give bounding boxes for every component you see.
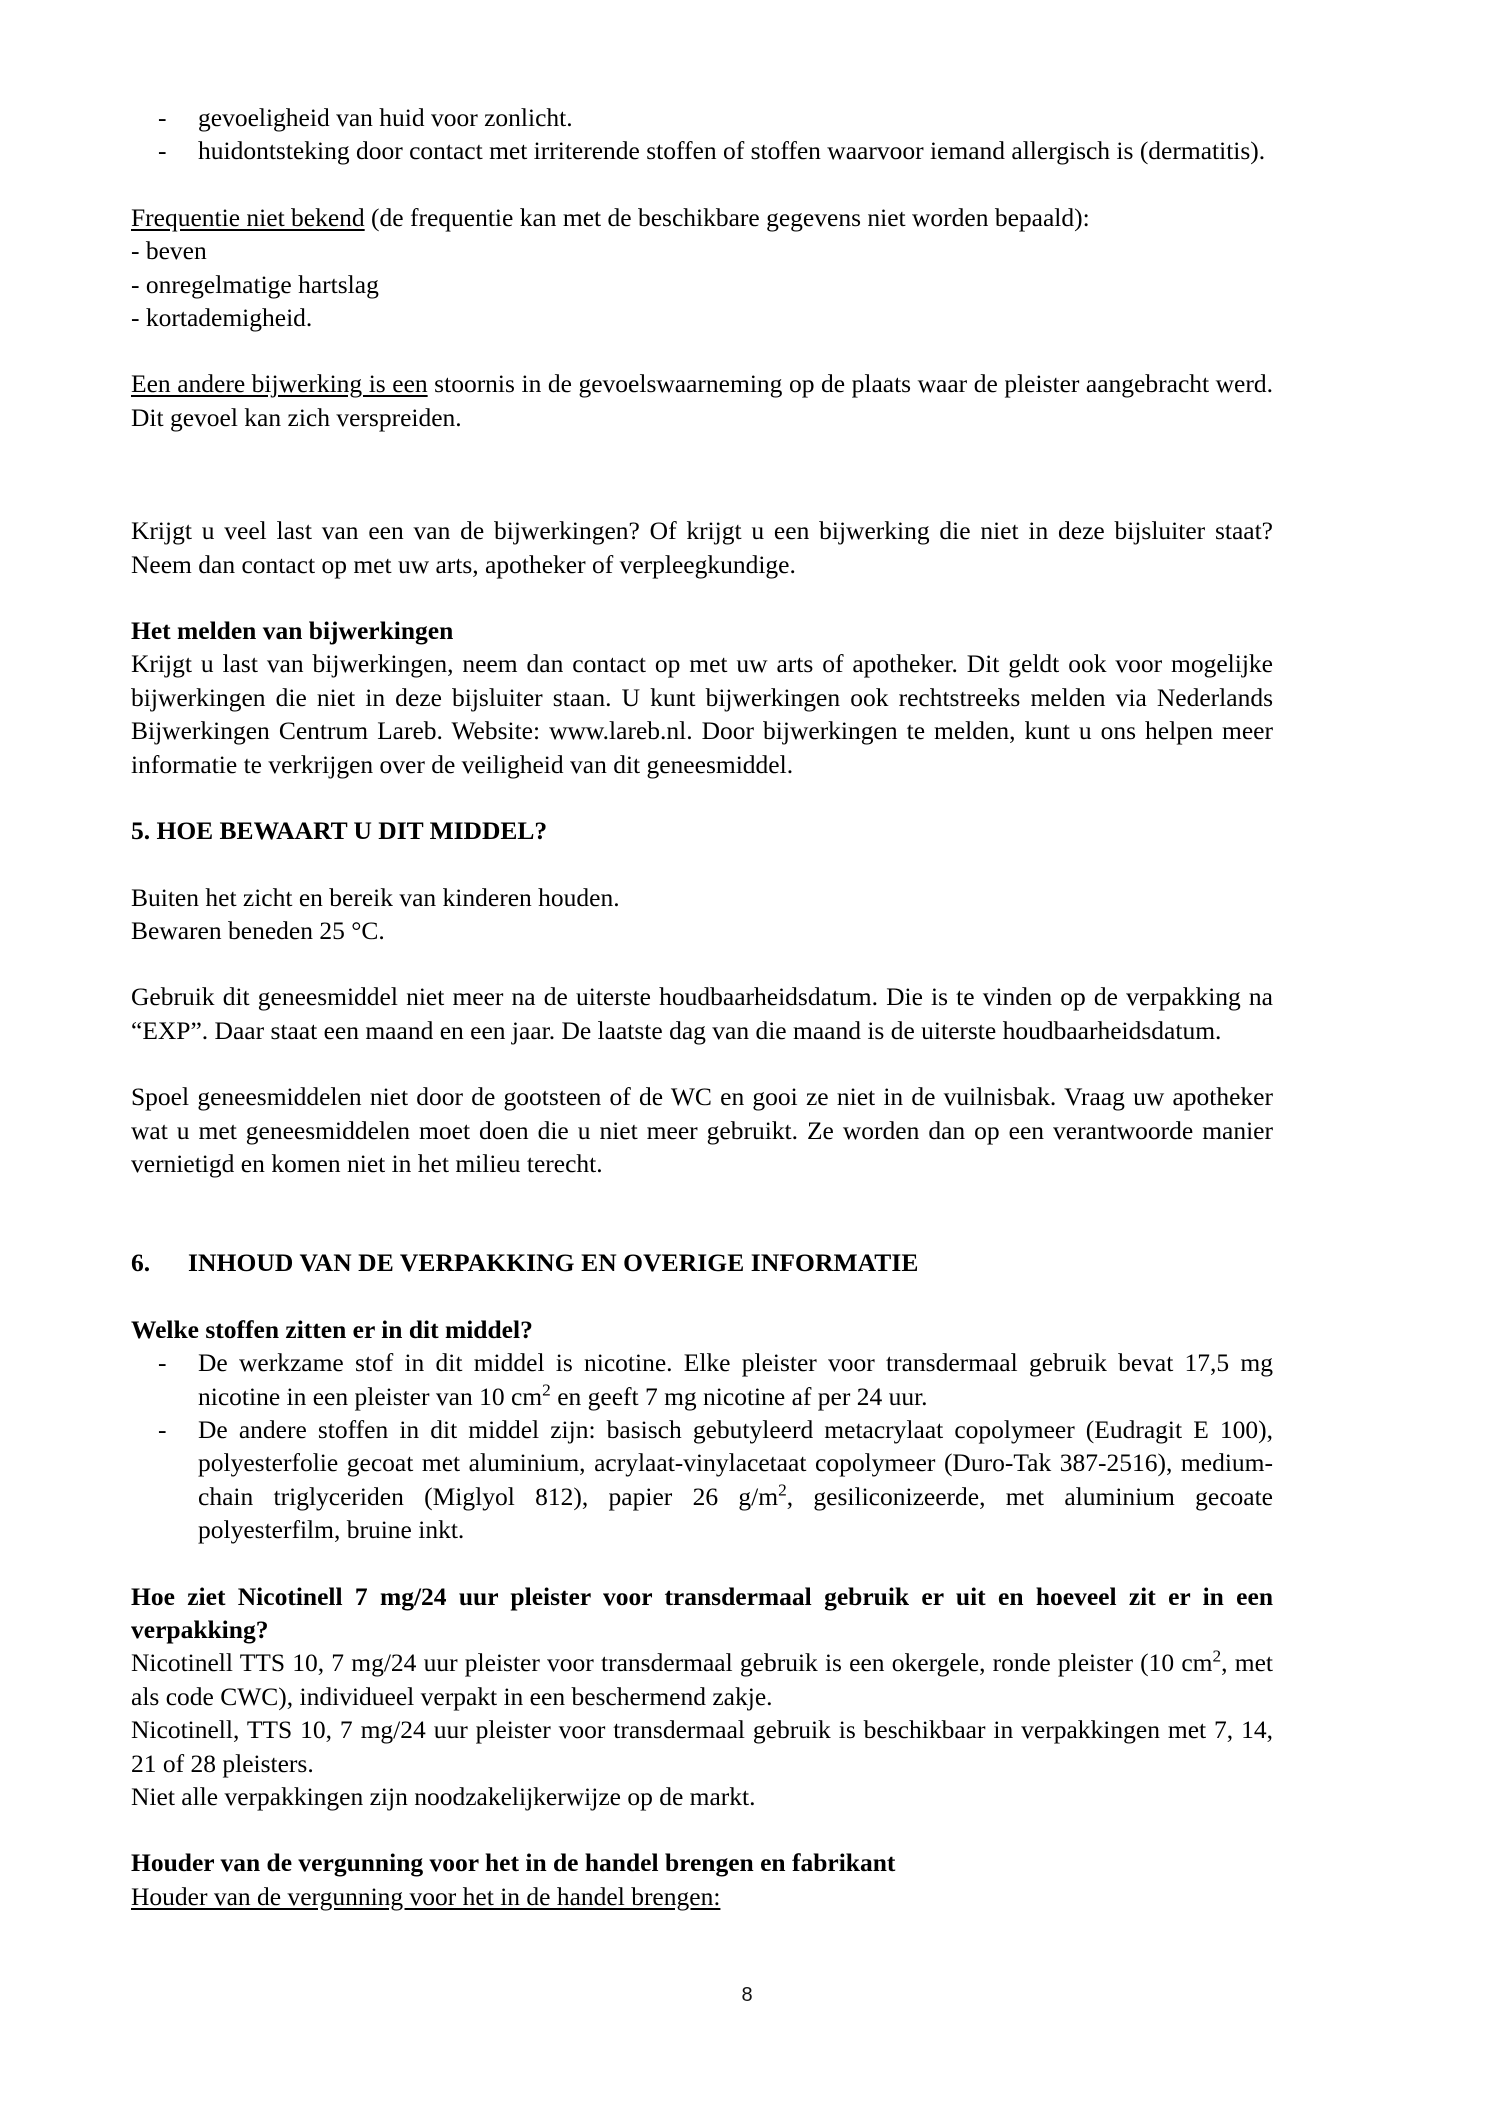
superscript-square: 2 xyxy=(1212,1646,1222,1666)
spacer xyxy=(131,168,1273,201)
storage-line-1: Buiten het zicht en bereik van kinderen houden. xyxy=(131,882,620,912)
frequency-item: - onregelmatige hartslag xyxy=(131,269,379,299)
superscript-square: 2 xyxy=(542,1380,551,1400)
list-item xyxy=(131,1346,1273,1413)
ingredient-text-part-2: en geeft 7 mg nicotine af per 24 uur. xyxy=(550,1381,928,1411)
section-6-title: INHOUD VAN DE VERPAKKING EN OVERIGE INFORMATIE xyxy=(188,1248,919,1278)
spacer xyxy=(131,848,1273,881)
frequency-unknown-line xyxy=(131,201,1273,234)
dash-marker: - xyxy=(158,1348,167,1378)
list-item xyxy=(131,134,1273,167)
spacer xyxy=(131,947,1273,980)
ingredient-text-part-2: , gesiliconizeerde, met aluminium gecoate polyesterfilm, bruine inkt. xyxy=(198,1481,1273,1545)
list-item-text: huidontsteking door contact met irriterende stoffen of stoffen waarvoor iemand allergisch is (dermatitis). xyxy=(198,136,1266,166)
appearance-line-1-part-1: Nicotinell TTS 10, 7 mg/24 uur pleister voor transdermaal gebruik is een okergele, ronde pleister (10 cm xyxy=(131,1648,1213,1678)
spacer xyxy=(131,581,1273,614)
dash-marker: - xyxy=(158,136,167,166)
ingredient-text-part-1: De werkzame stof in dit middel is nicotine. Elke pleister voor transdermaal gebruik bevat 17,5 mg nicotine in een pleister van 10 cm xyxy=(198,1348,1273,1411)
ingredient-text-part-1: De andere stoffen in dit middel zijn: basisch gebutyleerd metacrylaat copolymeer (Eudragit E 100), polyesterfolie gecoat met aluminium, acrylaat-vinylacetaat copolymeer (Duro-Tak 387-2516), medium-chain triglyceriden (Miglyol 812), papier 26 g/m xyxy=(198,1414,1273,1511)
ingredients-heading: Welke stoffen zitten er in dit middel? xyxy=(131,1314,533,1344)
list-item-text: gevoeligheid van huid voor zonlicht. xyxy=(198,103,573,132)
other-side-effect-paragraph xyxy=(131,367,1273,434)
page-number: 8 xyxy=(741,1984,753,2006)
frequency-unknown-rest: (de frequentie kan met de beschikbare gegevens niet worden bepaald): xyxy=(364,202,1090,232)
reporting-body: Krijgt u last van bijwerkingen, neem dan contact op met uw arts of apotheker. Dit geldt ook voor mogelijke bijwerkingen die niet in deze bijsluiter staan. U kunt bijwerkingen ook rechtstreeks melden via Nederlands Bijwerkingen Centrum Lareb. Website: www.lareb.nl. Door bijwerkingen te melden, kunt u ons helpen meer informatie te verkrijgen over de veiligheid van dit geneesmiddel. xyxy=(131,649,1273,779)
list-item xyxy=(131,1413,1273,1547)
dash-marker: - xyxy=(158,103,167,132)
storage-line-2: Bewaren beneden 25 °C. xyxy=(131,915,385,945)
appearance-line-2: Nicotinell, TTS 10, 7 mg/24 uur pleister voor transdermaal gebruik is beschikbaar in verpakkingen met 7, 14, 21 of 28 pleisters. xyxy=(131,1715,1273,1778)
spacer xyxy=(131,1813,1273,1846)
section-5-heading: 5. HOE BEWAART U DIT MIDDEL? xyxy=(131,816,548,846)
spacer xyxy=(131,434,1273,514)
dash-marker: - xyxy=(158,1414,167,1444)
disposal-paragraph: Spoel geneesmiddelen niet door de gootsteen of de WC en gooi ze niet in de vuilnisbak. Vraag uw apotheker wat u met geneesmiddelen moet doen die u niet meer gebruikt. Ze worden dan op een verantwoorde manier vernietigd en komen niet in het milieu terecht. xyxy=(131,1082,1273,1178)
appearance-line-1 xyxy=(131,1646,1273,1713)
appearance-line-1-part-2: , met als code CWC), individueel verpakt in een beschermend zakje. xyxy=(131,1648,1273,1711)
spacer xyxy=(131,1547,1273,1580)
adverse-effects-bullet-list xyxy=(131,101,1273,168)
holder-subheading-wrap xyxy=(131,1880,1273,1913)
frequency-item: - beven xyxy=(131,236,207,266)
spacer xyxy=(131,1047,1273,1080)
spacer xyxy=(131,1180,1273,1246)
section-6-number: 6. xyxy=(131,1248,151,1278)
ingredients-list xyxy=(131,1346,1273,1546)
ask-healthcare-paragraph: Krijgt u veel last van een van de bijwerkingen? Of krijgt u een bijwerking die niet in deze bijsluiter staat? Neem dan contact op met uw arts, apotheker of verpleegkundige. xyxy=(131,516,1273,579)
other-side-effect-text: stoornis in de gevoelswaarneming op de plaats waar de pleister aangebracht werd. Dit gevoel kan zich verspreiden. xyxy=(131,369,1273,432)
holder-subheading: Houder van de vergunning voor het in de handel brengen: xyxy=(131,1881,721,1911)
appearance-line-3: Niet alle verpakkingen zijn noodzakelijkerwijze op de markt. xyxy=(131,1782,756,1812)
page-content xyxy=(131,101,1273,1913)
holder-heading: Houder van de vergunning voor het in de handel brengen en fabrikant xyxy=(131,1848,896,1878)
frequency-item: - kortademigheid. xyxy=(131,303,313,333)
spacer xyxy=(131,1280,1273,1313)
superscript-square: 2 xyxy=(778,1480,787,1500)
spacer xyxy=(131,334,1273,367)
appearance-heading: Hoe ziet Nicotinell 7 mg/24 uur pleister voor transdermaal gebruik er uit en hoeveel zit er in een verpakking? xyxy=(131,1581,1273,1644)
spacer xyxy=(131,781,1273,814)
reporting-heading: Het melden van bijwerkingen xyxy=(131,616,454,646)
section-6-heading xyxy=(131,1246,1273,1279)
expiry-paragraph: Gebruik dit geneesmiddel niet meer na de uiterste houdbaarheidsdatum. Die is te vinden op de verpakking na “EXP”. Daar staat een maand en een jaar. De laatste dag van die maand is de uiterste houdbaarheidsdatum. xyxy=(131,982,1273,1045)
list-item xyxy=(131,101,1273,134)
other-side-effect-label: Een andere bijwerking is een xyxy=(131,369,428,399)
frequency-unknown-label: Frequentie niet bekend xyxy=(131,202,365,232)
